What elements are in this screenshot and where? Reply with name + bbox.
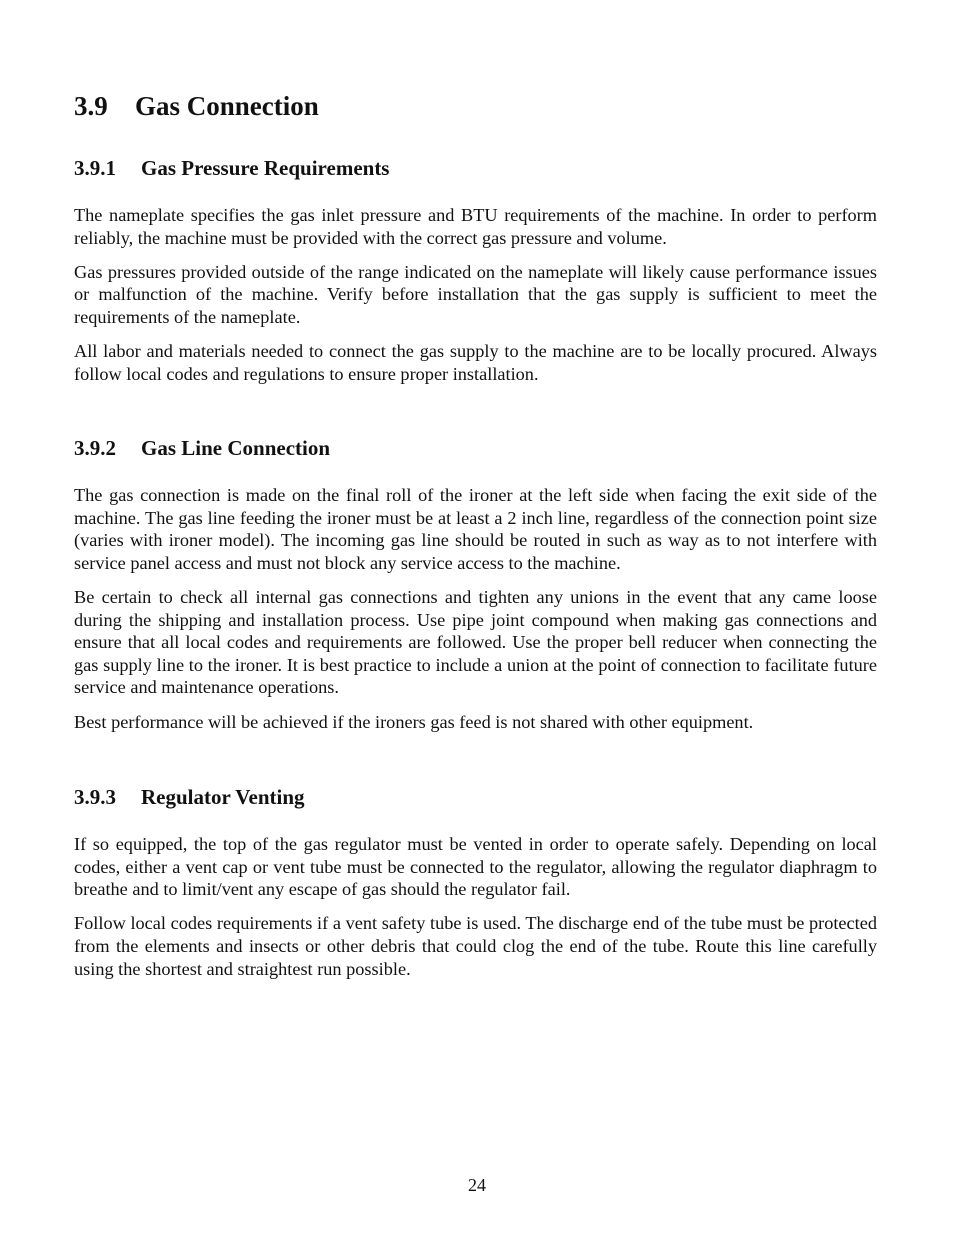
subsection-gas-line-connection (74, 434, 877, 733)
subsection-title: Regulator Venting (141, 785, 305, 810)
subsection-number: 3.9.3 (74, 785, 116, 810)
subsection-body (74, 204, 877, 385)
subsection-heading (74, 154, 877, 182)
paragraph: The gas connection is made on the final roll of the ironer at the left side when facing the exit side of the machine. The gas line feeding the ironer must be at least a 2 inch line, regardless of the connection point size (varies with ironer model). The incoming gas line should be routed in such as way as to not interfere with service panel access and must not block any service access to the machine. (74, 485, 877, 573)
subsection-heading (74, 434, 877, 462)
paragraph: Follow local codes requirements if a vent safety tube is used. The discharge end of the tube must be protected from the elements and insects or other debris that could clog the end of the tube. Route this line carefully using the shortest and straightest run possible. (74, 913, 877, 979)
paragraph: Best performance will be achieved if the ironers gas feed is not shared with other equipment. (74, 711, 754, 732)
subsection-regulator-venting (74, 783, 877, 980)
section-title: Gas Connection (135, 91, 319, 121)
paragraph: Be certain to check all internal gas connections and tighten any unions in the event that any came loose during the shipping and installation process. Use pipe joint compound when making gas connections and ensure that all local codes and requirements are followed. Use the proper bell reducer when connecting the gas supply line to the ironer. It is best practice to include a union at the point of connection to facilitate future service and maintenance operations. (74, 587, 877, 698)
subsection-body (74, 484, 877, 733)
paragraph: Gas pressures provided outside of the range indicated on the nameplate will likely cause performance issues or malfunction of the machine. Verify before installation that the gas supply is sufficient to meet the requirements of the nameplate. (74, 261, 877, 327)
document-page (74, 88, 877, 980)
page-number: 24 (468, 1175, 486, 1195)
paragraph: The nameplate specifies the gas inlet pressure and BTU requirements of the machine. In order to perform reliably, the machine must be provided with the correct gas pressure and volume. (74, 205, 877, 248)
subsection-gas-pressure-requirements (74, 154, 877, 385)
subsection-number: 3.9.2 (74, 436, 116, 461)
paragraph: All labor and materials needed to connect the gas supply to the machine are to be locally procured. Always follow local codes and regulations to ensure proper installation. (74, 340, 877, 384)
subsection-heading (74, 783, 877, 811)
subsection-title: Gas Pressure Requirements (141, 156, 390, 180)
subsection-title: Gas Line Connection (141, 436, 331, 461)
subsection-body (74, 833, 877, 980)
subsection-number: 3.9.1 (74, 156, 116, 180)
section-number: 3.9 (74, 91, 108, 121)
section-heading (74, 88, 877, 124)
paragraph: If so equipped, the top of the gas regulator must be vented in order to operate safely. Depending on local codes, either a vent cap or vent tube must be connected to the regulator, allowing the regulator diaphragm to breathe and to limit/vent any escape of gas should the regulator fail. (74, 834, 877, 900)
